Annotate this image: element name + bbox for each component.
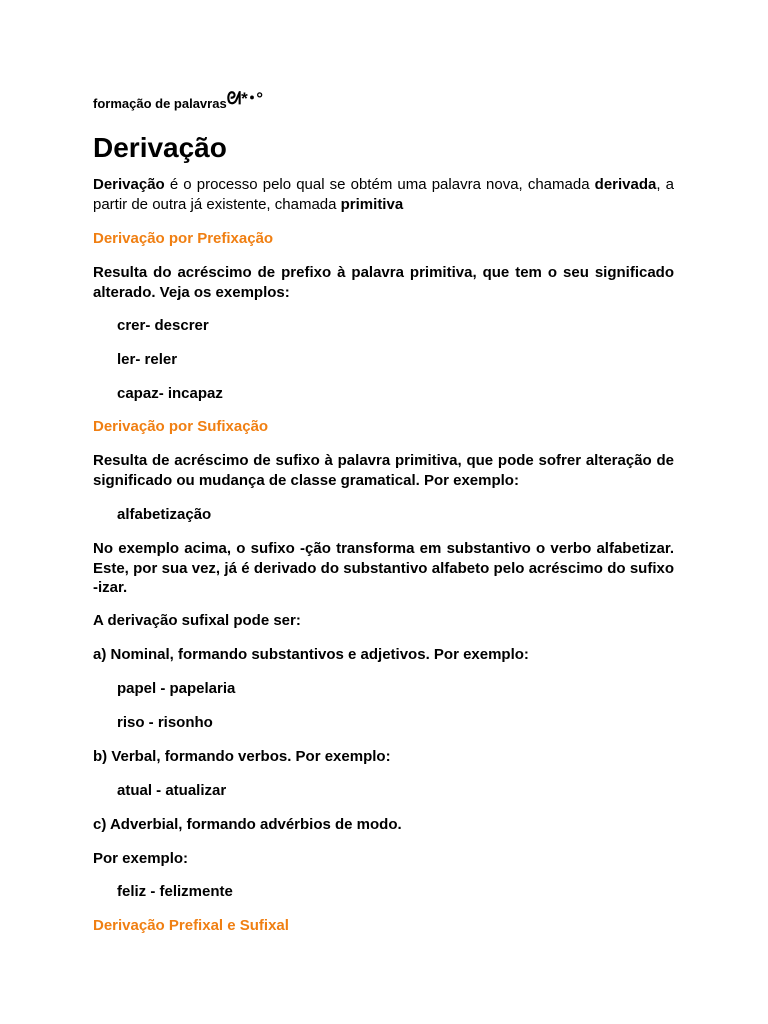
intro-paragraph [93, 175, 674, 214]
topic-label: formação de palavras [93, 96, 227, 111]
intro-derived-term: derivada [594, 176, 657, 193]
prefixacao-example-1: crer- descrer [117, 317, 209, 334]
prefixacao-example-2: ler- reler [117, 351, 178, 368]
prefixacao-example-3: capaz- incapaz [117, 385, 223, 402]
sufixacao-description: Resulta de acréscimo de sufixo à palavra primitiva, que pode sofrer alteração de significado ou mudança de classe gramatical. Por exemplo: [93, 452, 674, 489]
prefixacao-description: Resulta do acréscimo de prefixo à palavra primitiva, que tem o seu significado alterado. Veja os exemplos: [93, 264, 674, 301]
adverbial-for-example: Por exemplo: [93, 850, 189, 867]
sufixacao-example: alfabetização [117, 506, 212, 523]
verbal-label: b) Verbal, formando verbos. Por exemplo: [93, 748, 391, 765]
heading-prefixacao: Derivação por Prefixação [93, 230, 274, 247]
intro-term: Derivação [93, 176, 165, 193]
intro-text-2: , a partir de outra já existente, chamada [93, 176, 674, 213]
intro-primitive-term: primitiva [340, 195, 404, 213]
sufixacao-explanation: No exemplo acima, o sufixo -ção transforma em substantivo o verbo alfabetizar. Este, por sua vez, já é derivado do substantivo alfabeto pelo acréscimo do sufixo -izar. [93, 540, 674, 596]
nominal-example-1: papel - papelaria [117, 680, 236, 697]
page-title: Derivação [93, 132, 227, 163]
nominal-example-2: riso - risonho [117, 714, 213, 731]
decoration-glyphs: ᘛ*･° [226, 89, 264, 108]
adverbial-label: c) Adverbial, formando advérbios de modo. [93, 816, 402, 833]
adverbial-example-1: feliz - felizmente [117, 883, 233, 900]
heading-sufixacao: Derivação por Sufixação [93, 418, 269, 435]
sufixal-types-intro: A derivação sufixal pode ser: [93, 612, 301, 629]
verbal-example-1: atual - atualizar [117, 782, 227, 799]
topic-line [93, 88, 263, 113]
intro-text-1: é o processo pelo qual se obtém uma palavra nova, chamada [164, 176, 595, 193]
heading-prefixal-sufixal: Derivação Prefixal e Sufixal [93, 917, 289, 934]
nominal-label: a) Nominal, formando substantivos e adjetivos. Por exemplo: [93, 646, 529, 663]
